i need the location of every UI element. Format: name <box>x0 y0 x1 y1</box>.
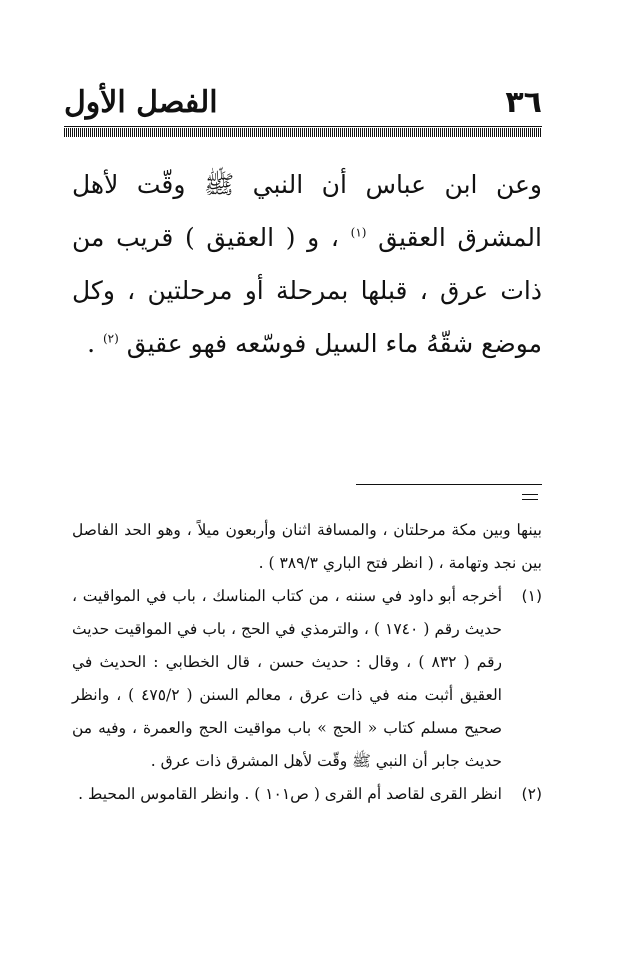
footnote-number: (١) <box>521 587 542 605</box>
main-text-part-2: ، و ( العقيق ) قريب من ذات عرق ، قبلها بمرحلة أو مرحلتين ، وكل موضع شقّهُ ماء السيل فوسّعه فهو عقيق <box>72 223 542 358</box>
footnotes <box>72 514 542 811</box>
page-header <box>64 82 542 124</box>
main-text <box>72 158 542 370</box>
main-text-part-3: . <box>87 329 96 358</box>
footnote-number: (٢) <box>521 785 542 803</box>
footnote-text: أخرجه أبو داود في سننه ، من كتاب المناسك ، باب في المواقيت ، حديث رقم ( ١٧٤٠ ) ، والترمذي في الحج ، باب في المواقيت حديث رقم ( ٨٣٢ ) ، وقال : حديث حسن ، قال الخطابي : الحديث في العقيق أثبت منه في ذات عرق ، معالم السنن ( ٤٧٥/٢ ) ، وانظر صحيح مسلم كتاب « الحج » باب مواقيت الحج والعمرة ، وفيه من حديث جابر أن النبي ﷺ وقّت لأهل المشرق ذات عرق . <box>72 587 502 770</box>
footnote-item <box>72 580 542 778</box>
footnote-continuation: بينها وبين مكة مرحلتان ، والمسافة اثنان وأربعون ميلاً ، وهو الحد الفاصل بين نجد وتهامة ، ( انظر فتح الباري ٣٨٩/٣ ) . <box>72 521 542 572</box>
main-text-part-1: وعن ابن عباس أن النبي ﷺ وقّت لأهل المشرق العقيق <box>72 170 542 252</box>
header-rule-line <box>64 126 542 127</box>
footnote-marker-1: (١) <box>350 225 367 240</box>
header-rule-hatched <box>64 128 542 137</box>
footnote-separator-mark-top <box>522 494 538 495</box>
main-paragraph <box>72 158 542 370</box>
footnote-marker-2: (٢) <box>102 331 119 346</box>
footnote-text: انظر القرى لقاصد أم القرى ( ص١٠١ ) . وانظر القاموس المحيط . <box>78 785 502 803</box>
footnote-separator-line <box>356 484 542 485</box>
chapter-title: الفصل الأول <box>64 85 218 120</box>
footnote-item <box>72 778 542 811</box>
page-number: ٣٦ <box>505 85 542 120</box>
footnote-separator-mark-bottom <box>522 499 538 500</box>
